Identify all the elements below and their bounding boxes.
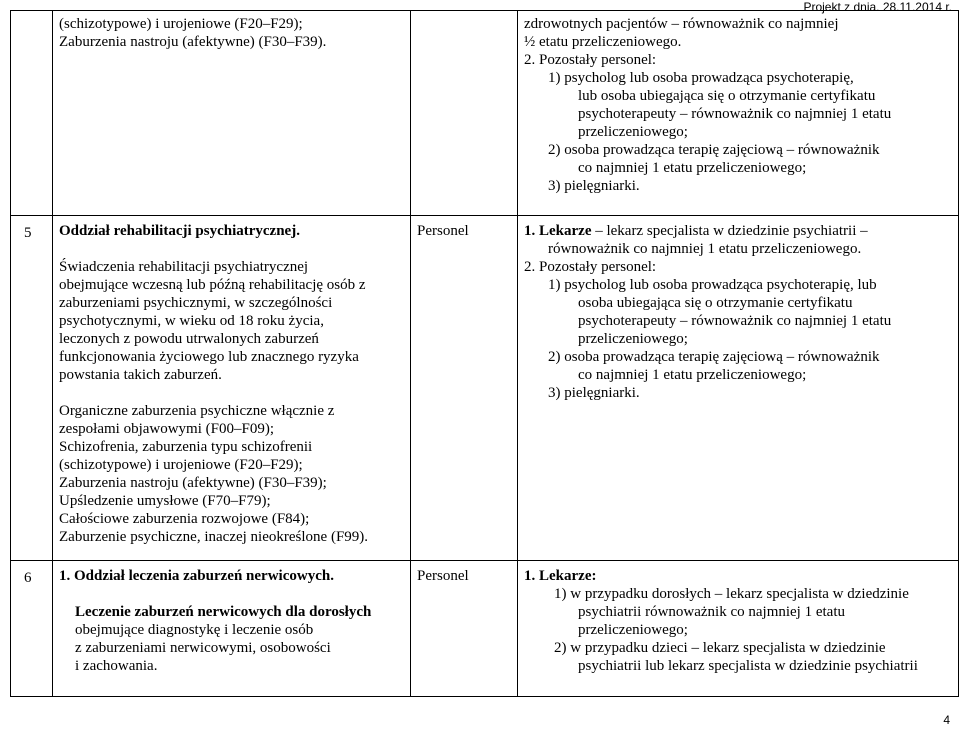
req-item: lub osoba ubiegająca się o otrzymanie certyfikatu <box>578 88 876 104</box>
doctors-text: – lekarz specjalista w dziedzinie psychiatrii – <box>591 223 868 239</box>
icd-line: Zaburzenie psychiczne, inaczej nieokreślone (F99). <box>59 529 369 545</box>
desc-title: Leczenie zaburzeń nerwicowych dla dorosłych <box>75 604 372 620</box>
row-number: 6 <box>11 561 53 697</box>
req-item: przeliczeniowego; <box>578 124 688 140</box>
doctors-label: 1. Lekarze <box>524 223 592 239</box>
desc-line: i zachowania. <box>75 658 158 674</box>
category-label: Personel <box>417 568 469 584</box>
section-title: 2. Pozostały personel: <box>524 259 657 275</box>
category-cell <box>411 561 518 697</box>
row-number: 5 <box>11 216 53 561</box>
req-item: 1) psycholog lub osoba prowadząca psychoterapię, <box>548 70 854 86</box>
icd-line: (schizotypowe) i urojeniowe (F20–F29); <box>59 457 303 473</box>
req-item: 2) osoba prowadząca terapię zajęciową – równoważnik <box>548 142 880 158</box>
table-row-continuation <box>11 11 959 216</box>
desc-line: zaburzeniami psychicznymi, w szczególności <box>59 295 333 311</box>
icd-line: Organiczne zaburzenia psychiczne włącznie z <box>59 403 335 419</box>
req-item: 3) pielęgniarki. <box>548 178 640 194</box>
req-item: co najmniej 1 etatu przeliczeniowego; <box>578 160 807 176</box>
project-date-stamp: Projekt z dnia. 28.11.2014 r. <box>803 0 952 14</box>
scope-cell <box>53 11 411 216</box>
doctors-label: 1. Lekarze: <box>524 568 597 584</box>
section-title: 2. Pozostały personel: <box>524 52 657 68</box>
category-label: Personel <box>417 223 469 239</box>
req-item: 3) pielęgniarki. <box>548 385 640 401</box>
scope-line: Zaburzenia nastroju (afektywne) (F30–F39). <box>59 34 327 50</box>
icd-line: Schizofrenia, zaburzenia typu schizofrenii <box>59 439 313 455</box>
req-line: zdrowotnych pacjentów – równoważnik co najmniej <box>524 16 839 32</box>
table-row-6 <box>11 561 959 697</box>
desc-line: leczonych z powodu utrwalonych zaburzeń <box>59 331 319 347</box>
category-cell <box>411 216 518 561</box>
desc-line: psychotycznymi, w wieku od 18 roku życia, <box>59 313 324 329</box>
ward-title: Oddział rehabilitacji psychiatrycznej. <box>59 223 300 239</box>
req-item: 1) psycholog lub osoba prowadząca psychoterapię, lub <box>548 277 877 293</box>
desc-line: Świadczenia rehabilitacji psychiatrycznej <box>59 259 309 275</box>
req-item: psychiatrii lub lekarz specjalista w dziedzinie psychiatrii <box>578 658 918 674</box>
table-row-5 <box>11 216 959 561</box>
req-item: psychiatrii równoważnik co najmniej 1 etatu <box>578 604 846 620</box>
ward-title: 1. Oddział leczenia zaburzeń nerwicowych. <box>59 568 334 584</box>
req-item: przeliczeniowego; <box>578 331 688 347</box>
scope-cell <box>53 561 411 697</box>
icd-line: Całościowe zaburzenia rozwojowe (F84); <box>59 511 310 527</box>
desc-line: z zaburzeniami nerwicowymi, osobowości <box>75 640 331 656</box>
desc-line: powstania takich zaburzeń. <box>59 367 222 383</box>
requirements-table <box>10 10 959 697</box>
req-item: psychoterapeuty – równoważnik co najmniej 1 etatu <box>578 313 892 329</box>
req-line: ½ etatu przeliczeniowego. <box>524 34 682 50</box>
requirements-cell <box>518 216 959 561</box>
icd-line: Zaburzenia nastroju (afektywne) (F30–F39); <box>59 475 327 491</box>
category-cell <box>411 11 518 216</box>
desc-line: obejmujące diagnostykę i leczenie osób <box>75 622 314 638</box>
req-item: psychoterapeuty – równoważnik co najmniej 1 etatu <box>578 106 892 122</box>
scope-cell <box>53 216 411 561</box>
desc-line: obejmujące wczesną lub późną rehabilitację osób z <box>59 277 366 293</box>
icd-line: zespołami objawowymi (F00–F09); <box>59 421 274 437</box>
requirements-cell <box>518 11 959 216</box>
row-number-cell <box>11 11 53 216</box>
scope-line: (schizotypowe) i urojeniowe (F20–F29); <box>59 16 303 32</box>
requirements-cell <box>518 561 959 697</box>
page-number: 4 <box>943 713 950 727</box>
req-item: 1) w przypadku dorosłych – lekarz specjalista w dziedzinie <box>554 586 909 602</box>
req-line: równoważnik co najmniej 1 etatu przeliczeniowego. <box>548 241 862 257</box>
req-item: osoba ubiegająca się o otrzymanie certyfikatu <box>578 295 853 311</box>
desc-line: funkcjonowania życiowego lub znacznego ryzyka <box>59 349 359 365</box>
icd-line: Upśledzenie umysłowe (F70–F79); <box>59 493 271 509</box>
req-item: 2) osoba prowadząca terapię zajęciową – równoważnik <box>548 349 880 365</box>
doctors-requirement <box>524 222 952 240</box>
req-item: co najmniej 1 etatu przeliczeniowego; <box>578 367 807 383</box>
req-item: 2) w przypadku dzieci – lekarz specjalista w dziedzinie <box>554 640 886 656</box>
req-item: przeliczeniowego; <box>578 622 688 638</box>
